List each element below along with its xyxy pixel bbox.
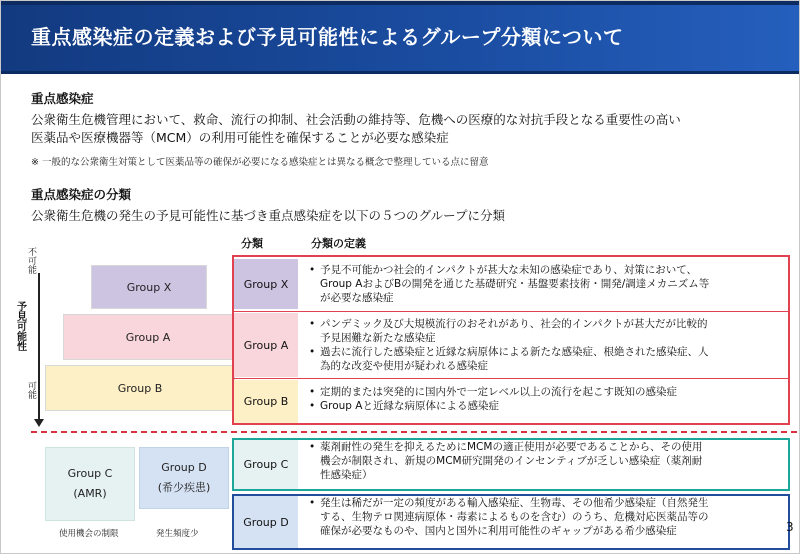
pyramid-group-x: Group X [91,265,207,309]
title-underline [1,71,799,74]
axis-line [38,273,40,423]
page-title: 重点感染症の定義および予見可能性によるグループ分類について [31,25,624,49]
definition-group-x-line: が必要な感染症 [320,292,394,304]
pyramid-group-a: Group A [63,314,233,360]
definition-group-d-line: する、生物テロ関連病原体・毒素によるものを含む）のうち、危機対応医薬品等の [320,511,709,523]
category-group-x: Group X [234,259,298,309]
caption-group-c: 使用機会の制限 [59,529,119,539]
title-bar [1,1,799,71]
box-group-d-rare [139,447,229,509]
axis-bottom-text: 可能 [26,381,36,399]
category-group-b: Group B [234,380,298,423]
definition-group-x-line: Group AおよびBの開発を通じた基礎研究・基盤要素技術・開発/調達メカニズム等 [320,278,710,290]
box-group-d-subtitle: (希少疾患) [157,481,211,494]
axis-title [14,301,26,354]
caption-group-d: 発生頻度少 [156,529,199,539]
box-group-c-subtitle: (AMR) [73,487,107,500]
box-group-c-title: Group C [67,467,113,480]
title-strip [1,1,799,5]
category-group-a: Group A [234,313,298,377]
frame-group-c [232,438,790,491]
definition-group-b-line: • 定期的または突発的に国内外で一定レベル以上の流行を起こす既知の感染症 [320,385,780,399]
definition-group-a-line: 予見困難な新たな感染症 [320,332,436,344]
definition-line-1: 公衆衛生危機管理において、救命、流行の抑制、社会活動の維持等、危機への医療的な対抗手段となる重要性の高い [31,112,681,127]
axis-title-text: 予見可能性 [14,301,26,351]
classification-lead: 公衆衛生危機の発生の予見可能性に基づき重点感染症を以下の５つのグループに分類 [31,208,506,223]
definition-group-d-line: • 発生は稀だが一定の頻度がある輸入感染症、生物毒、その他希少感染症（自然発生 [320,496,780,510]
box-group-c-amr [45,447,135,521]
dashed-divider [31,431,797,433]
definition-group-x-line: • 予見不可能かつ社会的インパクトが甚大な未知の感染症であり、対策において、 [320,263,780,277]
axis-label-predictable [25,381,37,402]
section-heading-classification: 重点感染症の分類 [31,187,132,202]
category-group-c: Group C [234,440,298,489]
footnote: ※ 一般的な公衆衛生対策として医薬品等の確保が必要になる感染症とは異なる概念で整理している点に留意 [31,157,489,168]
frame-groups-x-a-b [232,255,790,425]
definition-group-c-line: • 薬剤耐性の発生を抑えるためにMCMの適正使用が必要であることから、その使用 [320,440,780,454]
page-number: 3 [786,520,794,534]
column-header-category: 分類 [241,237,263,250]
column-header-definition: 分類の定義 [311,237,366,250]
definition-group-a-line: • パンデミック及び大規模流行のおそれがあり、社会的インパクトが甚大だが比較的 [320,317,780,331]
definition-group-a-line: • 過去に流行した感染症と近縁な病原体による新たな感染症、根絶された感染症、人 [320,345,780,359]
definition-group-c-line: 機会が制限され、新規のMCM研究開発のインセンティブが乏しい感染症（薬剤耐 [320,455,703,467]
section-heading-priority-infections: 重点感染症 [31,91,94,106]
pyramid-group-b: Group B [45,365,235,411]
frame-group-d [232,494,790,550]
definition-group-b-line: • Group Aと近縁な病原体による感染症 [320,399,780,413]
category-group-d: Group D [234,496,298,548]
definition-group-a-line: 為的な改変や使用が疑われる感染症 [320,360,488,372]
axis-top-text: 不可能 [26,247,36,274]
definition-line-2: 医薬品や医療機器等（MCM）の利用可能性を確保することが必要な感染症 [31,130,449,145]
axis-label-unpredictable [25,247,37,277]
definition-group-d-line: 確保が必要なものや、国内と国外に利用可能性のギャップがある希少感染症 [320,525,677,537]
axis-arrow-down-icon [34,419,44,427]
definition-group-c-line: 性感染症） [320,469,373,481]
box-group-d-title: Group D [161,461,207,474]
